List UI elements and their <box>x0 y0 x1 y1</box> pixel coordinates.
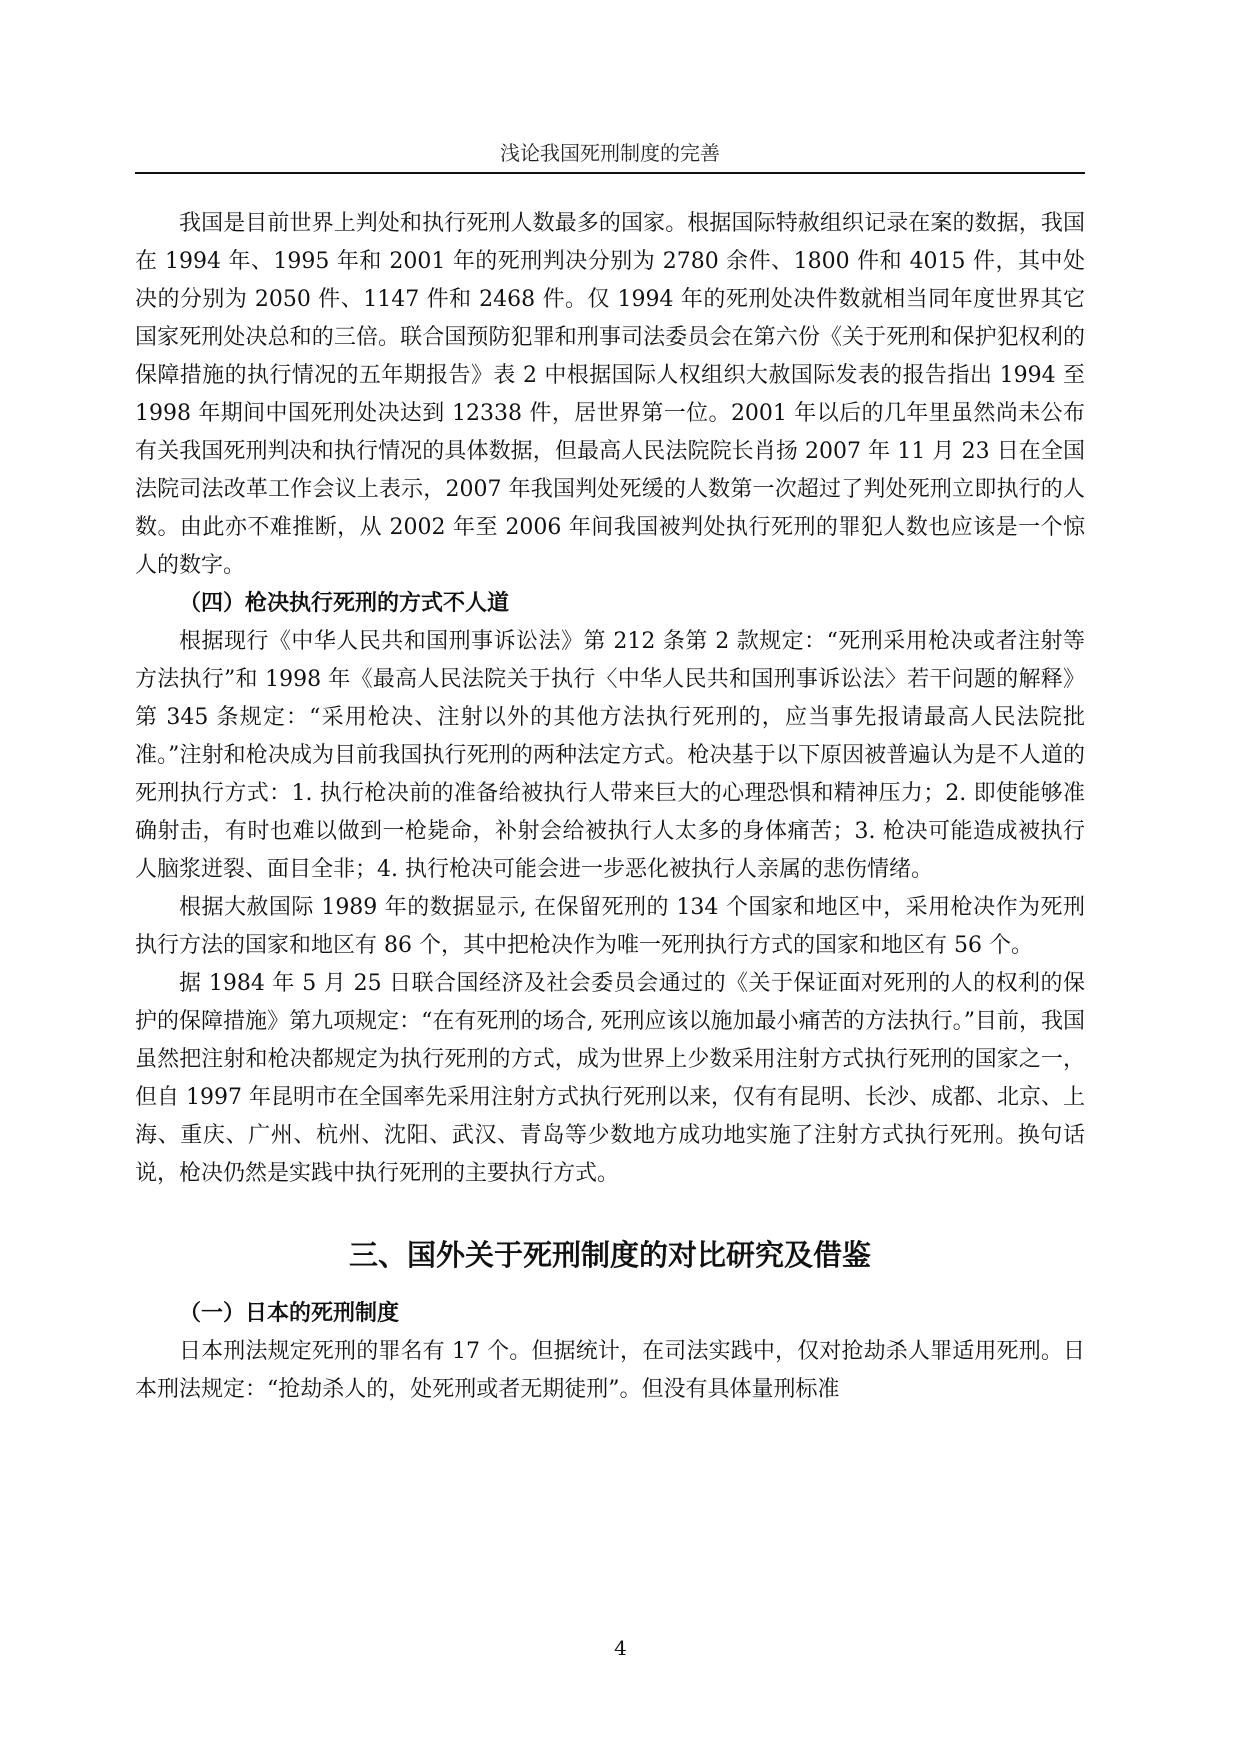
section-heading-foreign-comparison: 三、国外关于死刑制度的对比研究及借鉴 <box>348 1238 871 1272</box>
paragraph-japan-criminal-law: 日本刑法规定死刑的罪名有 17 个。但据统计，在司法实践中，仅对抢劫杀人罪适用死刑。日本刑法规定：“抢劫杀人的，处死刑或者无期徒刑”。但没有具体量刑标准 <box>135 1339 1085 1402</box>
page-number: 4 <box>614 1636 627 1660</box>
subheading-shooting-execution: （四）枪决执行死刑的方式不人道 <box>179 591 510 616</box>
document-body <box>135 205 1085 1409</box>
subheading-japan-death-penalty: （一）日本的死刑制度 <box>179 1301 400 1326</box>
paragraph-execution-methods-law: 根据现行《中华人民共和国刑事诉讼法》第 212 条第 2 款规定：“死刑采用枪决或者注射等方法执行”和 1998 年《最高人民法院关于执行〈中华人民共和国刑事诉讼法〉若干问题的解释》第 345 条规定：“采用枪决、注射以外的其他方法执行死刑的，应当事先报请最高人民法院批准。”注射和枪决成为目前我国执行死刑的两种法定方式。枪决基于以下原因被普遍认为是不人道的死刑执行方式：1. 执行枪决前的准备给被执行人带来巨大的心理恐惧和精神压力；2. 即使能够准确射击，有时也难以做到一枪毙命，补射会给被执行人太多的身体痛苦；3. 枪决可能造成被执行人脑浆迸裂、面目全非；4. 执行枪决可能会进一步恶化被执行人亲属的悲伤情绪。 <box>135 629 1085 882</box>
paragraph-amnesty-1989-data: 根据大赦国际 1989 年的数据显示, 在保留死刑的 134 个国家和地区中，采用枪决作为死刑执行方法的国家和地区有 86 个，其中把枪决作为唯一死刑执行方式的国家和地区有 56 个。 <box>135 895 1085 958</box>
page-header-title: 浅论我国死刑制度的完善 <box>135 134 1085 174</box>
paragraph-death-penalty-statistics: 我国是目前世界上判处和执行死刑人数最多的国家。根据国际特赦组织记录在案的数据，我国在 1994 年、1995 年和 2001 年的死刑判决分别为 2780 余件、1800 件和 4015 件，其中处决的分别为 2050 件、1147 件和 2468 件。仅 1994 年的死刑处决件数就相当同年度世界其它国家死刑处决总和的三倍。联合国预防犯罪和刑事司法委员会在第六份《关于死刑和保护犯权利的保障措施的执行情况的五年期报告》表 2 中根据国际人权组织大赦国际发表的报告指出 1994 至 1998 年期间中国死刑处决达到 12338 件，居世界第一位。2001 年以后的几年里虽然尚未公布有关我国死刑判决和执行情况的具体数据，但最高人民法院院长肖扬 2007 年 11 月 23 日在全国法院司法改革工作会议上表示，2007 年我国判处死缓的人数第一次超过了判处死刑立即执行的人数。由此亦不难推断，从 2002 年至 2006 年间我国被判处执行死刑的罪犯人数也应该是一个惊人的数字。 <box>135 211 1085 578</box>
paragraph-un-safeguards: 据 1984 年 5 月 25 日联合国经济及社会委员会通过的《关于保证面对死刑的人的权利的保护的保障措施》第九项规定：“在有死刑的场合, 死刑应该以施加最小痛苦的方法执行。”目前，我国虽然把注射和枪决都规定为执行死刑的方式，成为世界上少数采用注射方式执行死刑的国家之一，但自 1997 年昆明市在全国率先采用注射方式执行死刑以来，仅有有昆明、长沙、成都、北京、上海、重庆、广州、杭州、沈阳、武汉、青岛等少数地方成功地实施了注射方式执行死刑。换句话说，枪决仍然是实践中执行死刑的主要执行方式。 <box>135 971 1085 1186</box>
